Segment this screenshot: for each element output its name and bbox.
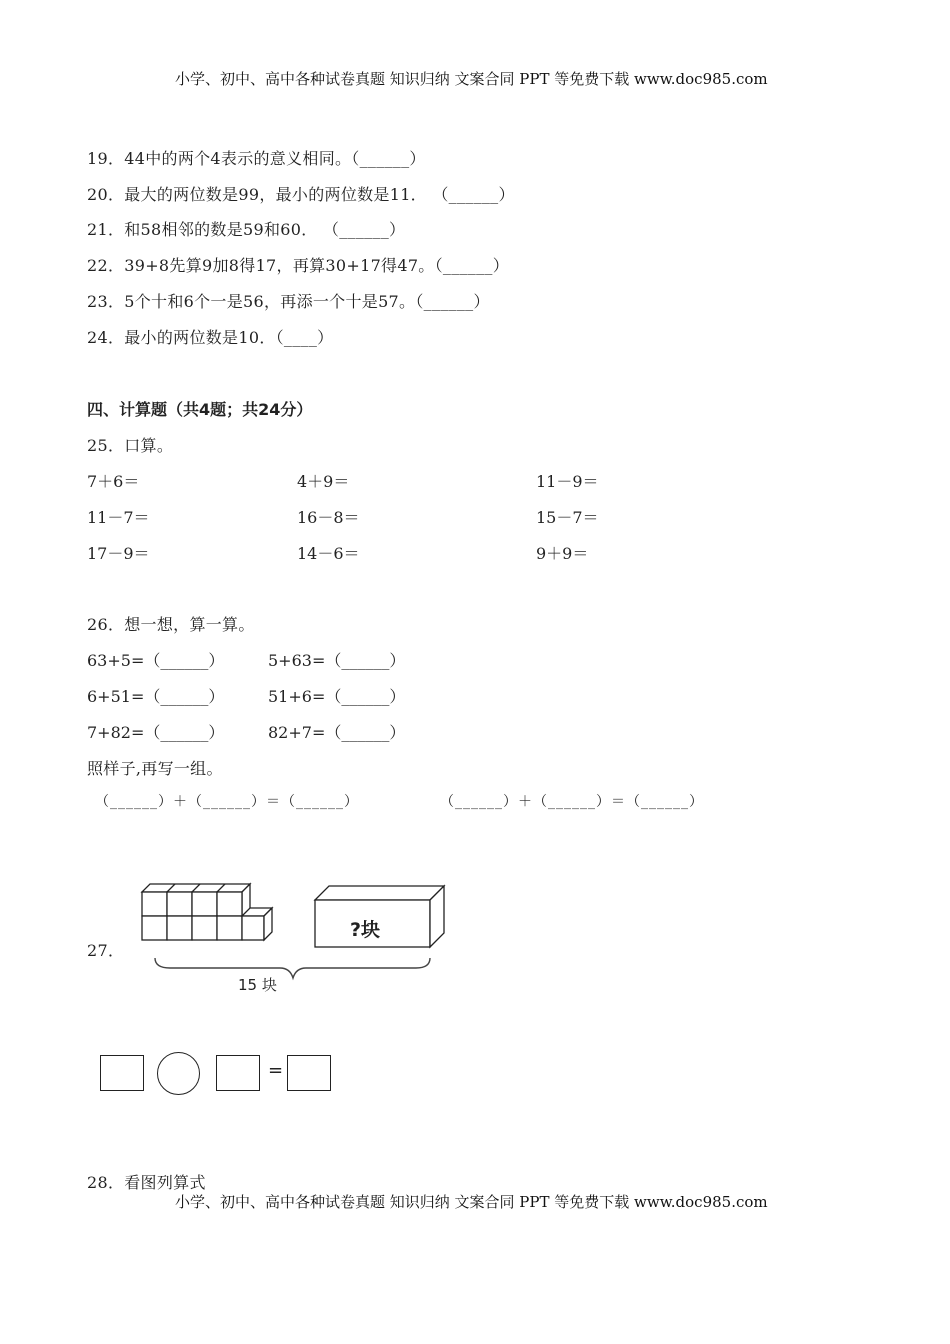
cube	[192, 916, 217, 940]
template-row-left: （______）＋（______）＝（______）	[95, 794, 359, 810]
page-footer: 小学、初中、高中各种试卷真题 知识归纳 文案合同 PPT 等免费下载 www.doc985.com	[175, 1193, 768, 1211]
cube-figure	[130, 880, 460, 1000]
cube	[192, 892, 217, 916]
cube	[167, 916, 192, 940]
calc-item: 11－7＝	[87, 508, 150, 527]
answer-box-2[interactable]	[216, 1055, 260, 1091]
calc-item: 9＋9＝	[536, 544, 589, 563]
calc-item: 17－9＝	[87, 544, 150, 563]
question-22: 22．39+8先算9加8得17，再算30+17得47。（______）	[87, 256, 510, 275]
question-28-title: 28．看图列算式	[87, 1173, 206, 1192]
calc-item: 7+82=（______）	[87, 723, 225, 742]
question-27-number: 27．	[87, 941, 125, 960]
answer-box-1[interactable]	[100, 1055, 144, 1091]
calc-item: 7＋6＝	[87, 472, 140, 491]
calc-item: 63+5=（______）	[87, 651, 225, 670]
question-19: 19．44中的两个4表示的意义相同。（______）	[87, 149, 426, 168]
brace	[155, 958, 430, 978]
calc-item: 82+7=（______）	[268, 723, 406, 742]
calc-item: 51+6=（______）	[268, 687, 406, 706]
total-label: 15 块	[238, 976, 277, 994]
calc-item: 16－8＝	[297, 508, 360, 527]
box-top-face	[315, 886, 444, 900]
calc-item: 6+51=（______）	[87, 687, 225, 706]
section-title: 四、计算题（共4题；共24分）	[87, 400, 313, 419]
question-20: 20．最大的两位数是99，最小的两位数是11． （______）	[87, 185, 515, 204]
question-26-prompt: 照样子,再写一组。	[87, 759, 223, 778]
question-26-title: 26．想一想，算一算。	[87, 615, 255, 634]
cube	[142, 892, 167, 916]
cube	[217, 892, 242, 916]
calc-item: 5+63=（______）	[268, 651, 406, 670]
template-row-right: （______）＋（______）＝（______）	[440, 794, 704, 810]
cube	[242, 916, 264, 940]
cube	[167, 892, 192, 916]
calc-item: 14－6＝	[297, 544, 360, 563]
question-25-title: 25．口算。	[87, 436, 174, 455]
question-23: 23．5个十和6个一是56，再添一个十是57。（______）	[87, 292, 490, 311]
calc-item: 11－9＝	[536, 472, 599, 491]
calc-item: 4＋9＝	[297, 472, 350, 491]
cube	[217, 916, 242, 940]
question-24: 24．最小的两位数是10．（____）	[87, 328, 334, 347]
answer-box-3[interactable]	[287, 1055, 331, 1091]
operator-circle[interactable]	[157, 1052, 200, 1095]
calc-item: 15－7＝	[536, 508, 599, 527]
page-header: 小学、初中、高中各种试卷真题 知识归纳 文案合同 PPT 等免费下载 www.doc985.com	[175, 70, 768, 88]
box-label: ?块	[350, 919, 381, 941]
equals-sign: =	[268, 1060, 284, 1081]
cube	[142, 916, 167, 940]
question-21: 21．和58相邻的数是59和60． （______）	[87, 220, 406, 239]
